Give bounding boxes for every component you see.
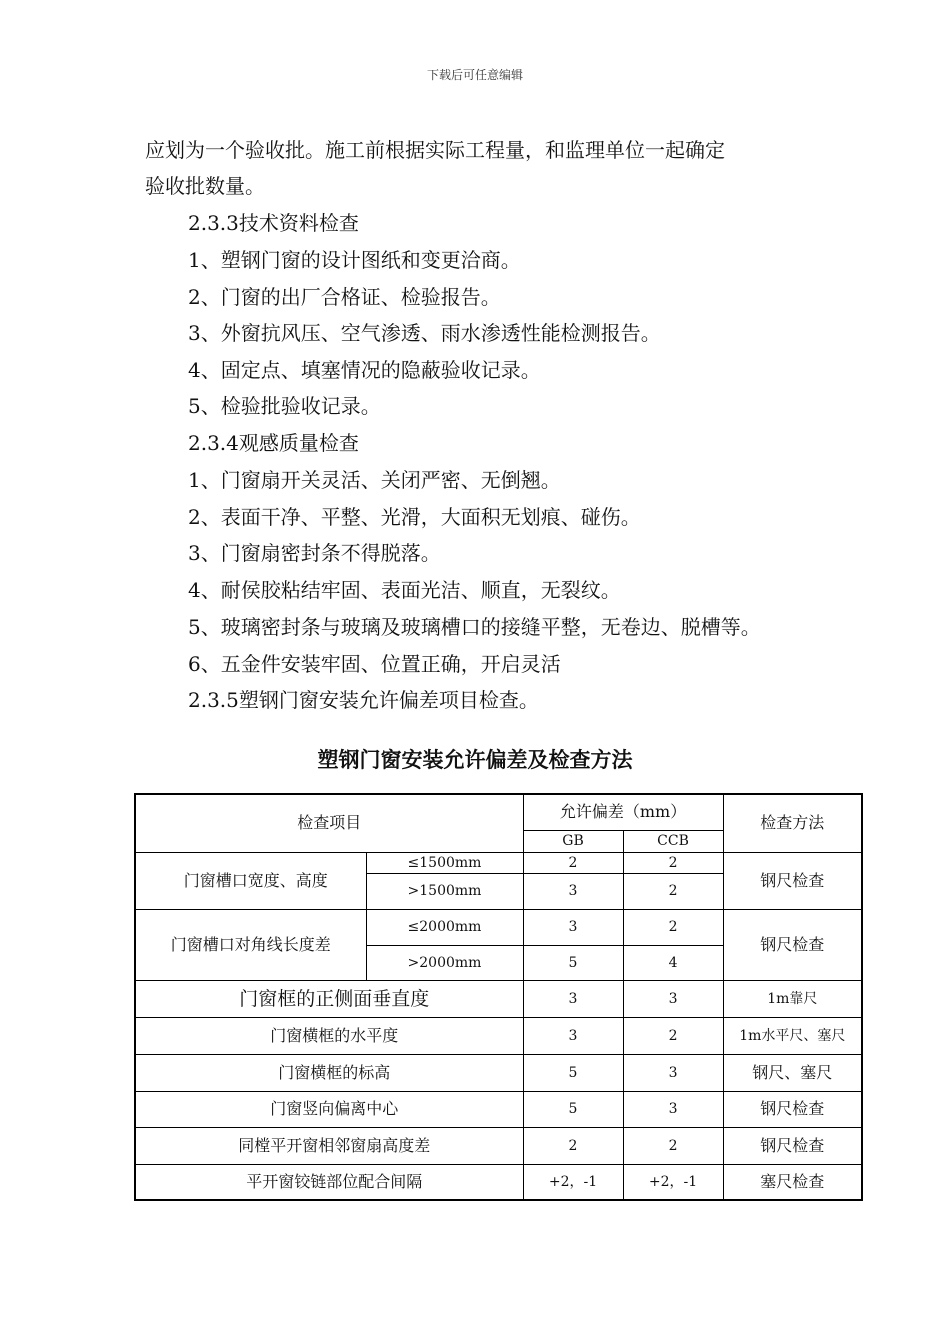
row-item: 同樘平开窗相邻窗扇高度差 [135,1127,523,1164]
row-sub: >2000mm [366,945,523,980]
row-method: 钢尺检查 [723,909,862,980]
row-ccb: 2 [623,1127,723,1164]
row-ccb: 2 [623,1017,723,1054]
table-row [135,909,862,945]
table-row [135,1091,862,1127]
row-sub: >1500mm [366,873,523,909]
row-gb: 2 [523,852,623,873]
row-item: 门窗横框的水平度 [135,1017,523,1054]
list-item: 3、外窗抗风压、空气渗透、雨水渗透性能检测报告。 [188,321,661,345]
list-item: 2、表面干净、平整、光滑，大面积无划痕、碰伤。 [188,505,641,529]
row-sub: ≤2000mm [366,909,523,945]
row-method: 1m靠尺 [723,980,862,1017]
list-item: 5、检验批验收记录。 [188,394,381,418]
table-row [135,1054,862,1091]
list-item: 5、玻璃密封条与玻璃及玻璃槽口的接缝平整，无卷边、脱槽等。 [188,615,761,639]
table-row [135,1017,862,1054]
list-item: 4、耐侯胶粘结牢固、表面光洁、顺直，无裂纹。 [188,578,621,602]
row-sub: ≤1500mm [366,852,523,873]
tolerance-table [134,793,863,1201]
section-heading: 2.3.4观感质量检查 [188,431,359,455]
header-method: 检查方法 [723,794,862,852]
row-item: 门窗槽口宽度、高度 [135,852,366,909]
row-method: 塞尺检查 [723,1164,862,1200]
row-ccb: 4 [623,945,723,980]
row-ccb: 3 [623,980,723,1017]
header-ccb: CCB [623,830,723,852]
row-gb: 3 [523,909,623,945]
list-item: 1、塑钢门窗的设计图纸和变更洽商。 [188,248,521,272]
list-item: 3、门窗扇密封条不得脱落。 [188,541,441,565]
paragraph: 应划为一个验收批。施工前根据实际工程量，和监理单位一起确定 [145,138,725,162]
list-item: 4、固定点、填塞情况的隐蔽验收记录。 [188,358,541,382]
row-ccb: 2 [623,873,723,909]
table-header-row [135,794,862,830]
row-item: 门窗横框的标高 [135,1054,523,1091]
row-ccb: 2 [623,909,723,945]
row-method: 钢尺、塞尺 [723,1054,862,1091]
table-row [135,980,862,1017]
row-gb: 2 [523,1127,623,1164]
header-tolerance: 允许偏差（mm） [523,794,723,830]
section-heading: 2.3.3技术资料检查 [188,211,359,235]
row-gb: 3 [523,980,623,1017]
row-item: 门窗竖向偏离中心 [135,1091,523,1127]
list-item: 1、门窗扇开关灵活、关闭严密、无倒翘。 [188,468,561,492]
row-item: 平开窗铰链部位配合间隔 [135,1164,523,1200]
row-gb: 3 [523,1017,623,1054]
row-gb: 3 [523,873,623,909]
row-gb: 5 [523,945,623,980]
table-title: 塑钢门窗安装允许偏差及检查方法 [317,748,633,772]
list-item: 6、五金件安装牢固、位置正确，开启灵活 [188,652,561,676]
row-ccb: 2 [623,852,723,873]
table-row [135,852,862,873]
row-ccb: 3 [623,1054,723,1091]
row-method: 钢尺检查 [723,852,862,909]
row-method: 1m水平尺、塞尺 [723,1017,862,1054]
header-item: 检查项目 [135,794,523,852]
header-gb: GB [523,830,623,852]
list-item: 2、门窗的出厂合格证、检验报告。 [188,285,501,309]
page-header: 下载后可任意编辑 [426,68,523,82]
paragraph: 验收批数量。 [145,174,265,198]
row-gb: +2，-1 [523,1164,623,1200]
row-ccb: 3 [623,1091,723,1127]
row-method: 钢尺检查 [723,1091,862,1127]
table-row [135,1127,862,1164]
row-method: 钢尺检查 [723,1127,862,1164]
row-gb: 5 [523,1091,623,1127]
row-item: 门窗槽口对角线长度差 [135,909,366,980]
row-ccb: +2，-1 [623,1164,723,1200]
section-heading: 2.3.5塑钢门窗安装允许偏差项目检查。 [188,688,539,712]
row-gb: 5 [523,1054,623,1091]
row-item: 门窗框的正侧面垂直度 [135,980,523,1017]
table-row [135,1164,862,1200]
